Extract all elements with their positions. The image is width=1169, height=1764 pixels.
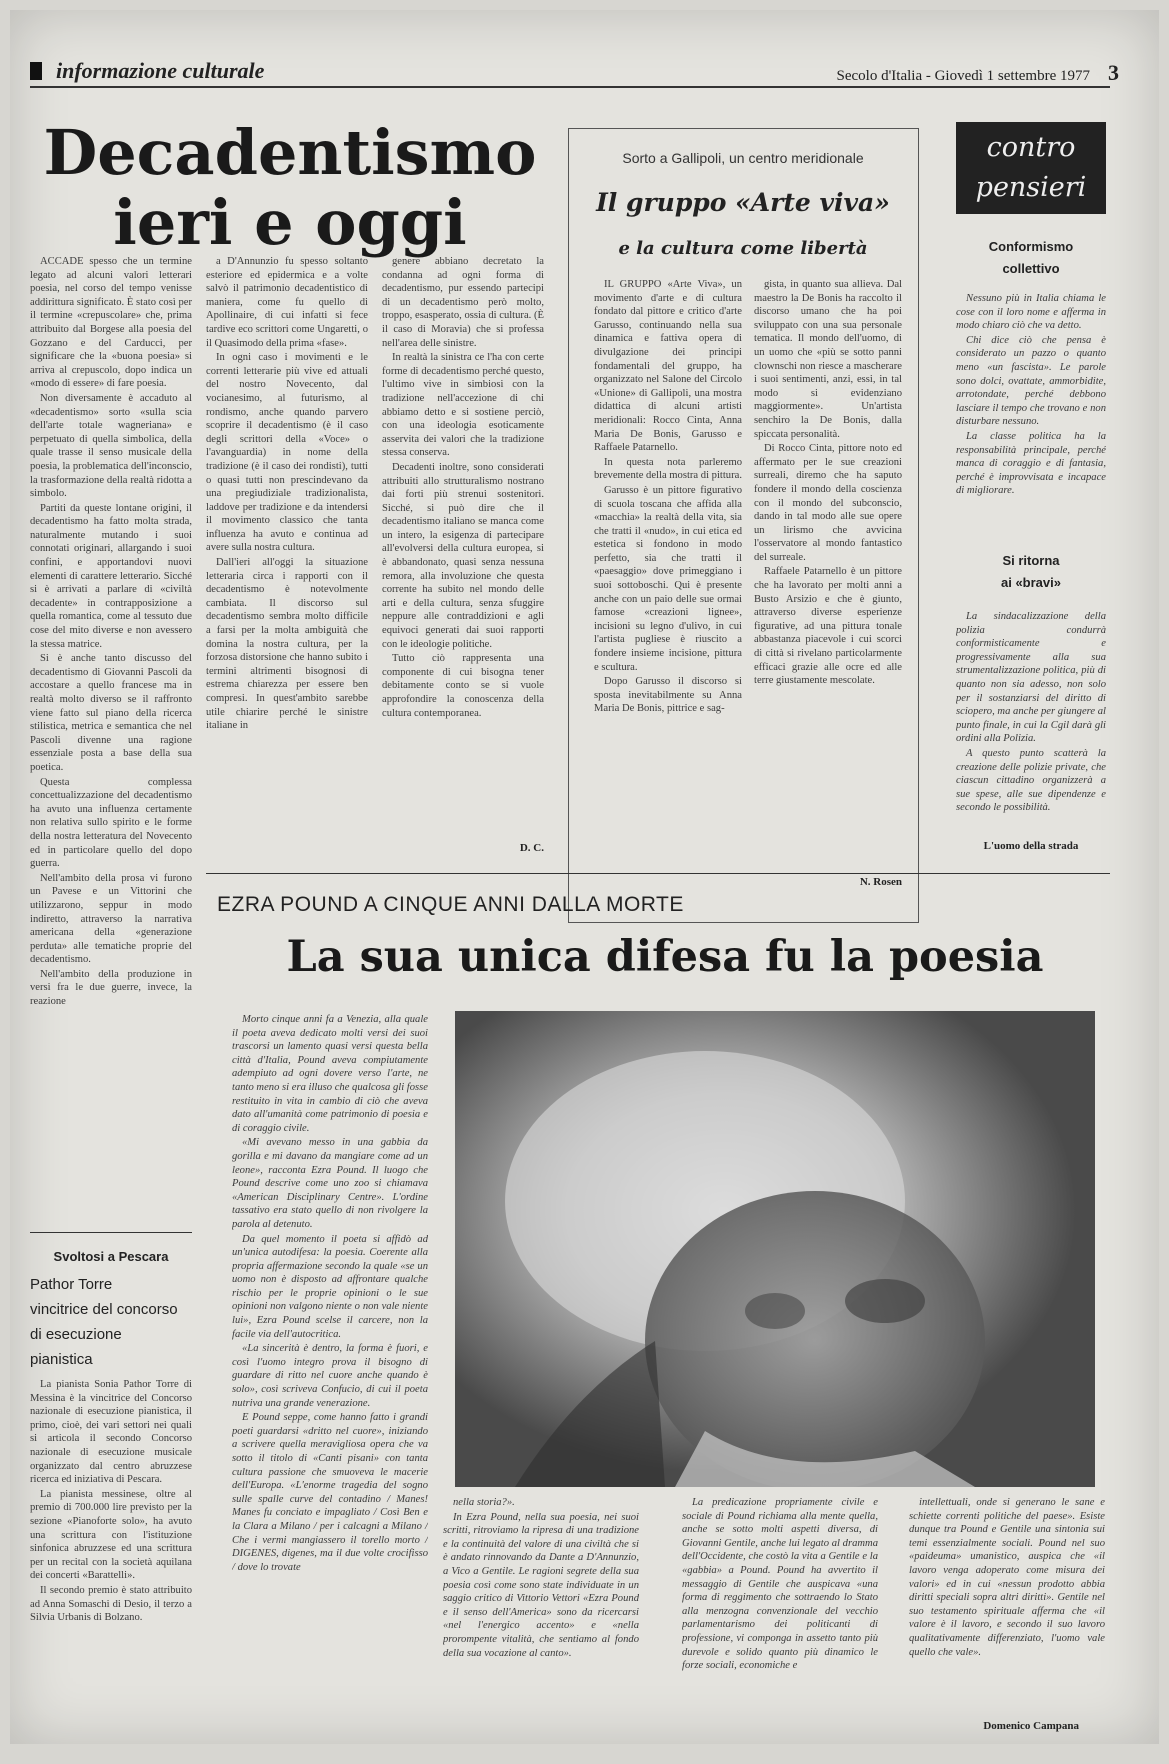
paragraph: Raffaele Patarnello è un pittore che ha lavorato per molti anni a Busto Arsizio e che è giunto, attraverso diverse esperienze figurative, ad una pittura tonale abbastanza piacevole i cui scorci di città si rivelano particolarmente efficaci grazie alle ocre ed alle terre giustamente mescolate. — [754, 566, 902, 687]
contro-pensieri-banner — [956, 122, 1106, 214]
heading-line: Conformismo — [988, 239, 1074, 254]
paragraph: Dopo Garusso il discorso si sposta inevitabilmente su Anna Maria De Bonis, pittrice e sag- — [594, 676, 742, 715]
ezra-signature: Domenico Campana — [983, 1720, 1079, 1732]
arte-viva-signature: N. Rosen — [859, 876, 902, 888]
paragraph: Chi dice ciò che pensa è considerato un pazzo o quanto meno «un fascista». Le parole sono dolci, ovattate, ammorbidite, arrotondate, perché debbono lasciare il tempo che trovano e non disturbare nessuno. — [956, 334, 1106, 428]
contro-pensieri-signature: L'uomo della strada — [983, 840, 1079, 852]
paragraph: a D'Annunzio fu spesso soltanto esteriore ed epidermica e a volte salvò il patrimonio decadentistico di maniera, come fu quello di Apollinaire, di cui infatti si fece tardive eco scrittori come Ungaretti, o il Quasimodo della prima «fase». — [206, 256, 368, 349]
pathor-kicker: Svoltosi a Pescara — [53, 1249, 169, 1264]
paragraph: La pianista messinese, oltre al premio di 700.000 lire previsto per la sezione «Pianoforte solo», ha avuto una scrittura con l'istituzione sinfonica abruzzese ed una scrittura per un recital con la società aquilana dei concerti «Barattelli». — [30, 1488, 192, 1582]
paragraph: A questo punto scatterà la creazione delle polizie private, che ciascun cittadino organizzerà a sue spese, alle sue dipendenze e secondo le possibilità. — [956, 747, 1106, 814]
bravi-heading — [956, 550, 1106, 594]
banner-line2: pensieri — [975, 172, 1087, 203]
masthead-rule — [30, 86, 1110, 88]
ezra-kicker: EZRA POUND A CINQUE ANNI DALLA MORTE — [217, 893, 684, 916]
paragraph: Si è anche tanto discusso del decadentismo di Giovanni Pascoli da accostare a quello francese ma in realtà molto diverso se il raffronto viene fatto sul piano della ricerca stilistica, metrica e semantica che nel Pascoli divenne una ragione essenziale posta a base della sua poetica. — [30, 653, 192, 773]
arte-viva-kicker: Sorto a Gallipoli, un centro meridionale — [622, 150, 864, 166]
newspaper-page — [10, 10, 1159, 1744]
heading-line: ai «bravi» — [1001, 575, 1061, 590]
paragraph: IL GRUPPO «Arte Viva», un movimento d'arte e di cultura fondato dal pittore e critico d'arte Garusso, continuando nella sua dinamica e fattiva opera di divulgazione dei principi fondamentali del gruppo, ha organizzato nel Salone del Circolo «Unione» di Gallipoli, una mostra didattica di alcuni artisti meridionali: Rocco Cinta, Anna Maria De Bonis, Garusso e Raffaele Patarnello. — [594, 279, 742, 454]
heading-line: Si ritorna — [1002, 553, 1060, 568]
dateline — [837, 60, 1119, 86]
decadentismo-col-1 — [30, 255, 192, 1220]
paragraph: In ogni caso i movimenti e le correnti letterarie più vive ed attuali del nostro Novecento, dal vocianesimo, al futurismo, al rondismo, anche quando parvero scoprire il decadentismo (è il caso degli scrittori della «Voce» o l'avanguardia) in nome della tradizione (è il caso dei rondisti), tutti o quasi tutti non prescindevano da una pregiudiziale tradizionalista, laddove per tradizione e da intendersi il movimento classico che tanta influenza ha avuto e continua ad avere sulla nostra cultura. — [206, 352, 368, 554]
paragraph: Di Rocco Cinta, pittore noto ed affermato per le sue creazioni surreali, diremo che ha saputo fondere il mondo della coscienza con il mondo del subconscio, dando in tal modo alle sue opere un lirismo che avvicina l'osservatore al mondo fantastico del surreale. — [754, 443, 902, 563]
section-title — [30, 58, 264, 84]
arte-viva-col-1 — [594, 278, 742, 878]
conformismo-text — [956, 292, 1106, 536]
ezra-col-b — [443, 1496, 639, 1736]
arte-viva-title: Il gruppo «Arte viva» — [596, 188, 890, 217]
arte-viva-subtitle: e la cultura come libertà — [618, 238, 868, 259]
decadentismo-col-3 — [382, 255, 544, 815]
arte-viva-col-2 — [754, 278, 902, 834]
bravi-text — [956, 610, 1106, 838]
heading-line: collettivo — [1002, 261, 1060, 276]
decadentismo-title-line1: Decadentismo — [43, 116, 537, 189]
paragraph: Partiti da queste lontane origini, il decadentismo ha fatto molta strada, naturalmente mutando i suoi connotati originari, allargando i suoi confini, e apportandovi nuovi elementi di carattere letterario. Sicché si è arrivati a parlare di «civiltà decadente» in contrapposizione a quella romantica, come al tessuto due cose del mito diverse e non avessero la stessa matrice. — [30, 502, 192, 650]
paragraph: Nell'ambito della prosa vi furono un Pavese e un Vittorini che utilizzarono, seppur in modo indiretto, attraverso la narrativa americana della «generazione perduta» alle tematiche proprie del decadentismo. — [30, 872, 192, 966]
paragraph: Tutto ciò rappresenta una componente di cui bisogna tener debitamente conto se si vuole approfondire la conoscenza della cultura contemporanea. — [382, 653, 544, 719]
decadentismo-signature: D. C. — [519, 842, 544, 854]
decadentismo-title-line2: ieri e oggi — [113, 186, 467, 259]
paragraph: gista, in quanto sua allieva. Dal maestro la De Bonis ha raccolto il discorso umano che ha poi sviluppato con una sua personale tematica. Il mondo dell'uomo, di un uomo che «più se sotto panni clownschi non riesce a mascherare i suoi sentimenti, anzi, essi, in tal modo si evidenziano maggiormente». Un'artista senchiro la De Bonis, dalla spiccata personalità. — [754, 279, 902, 440]
ezra-col-left — [232, 1013, 428, 1737]
paragraph: In realtà la sinistra ce l'ha con certe forme di decadentismo perché questo, l'ultimo vive in simbiosi con la tradizione nell'accezione di chi abbiamo detto e si sostiene perciò, con una ideologia esoticamente asservita dei valori che la tradizione stessa conserva. — [382, 352, 544, 459]
ezra-col-c — [682, 1496, 878, 1736]
paragraph: «Mi avevano messo in una gabbia da gorilla e mi davano da mangiare come ad un leone», racconta Ezra Pound. Il luogo che Pound descrive come uno zoo si chiamava «American Disciplinary Centre». L'ordine tassativo era stato quello di non rivolgere la parola al detenuto. — [232, 1137, 428, 1230]
section-label: informazione culturale — [56, 58, 265, 83]
paragraph: ACCADE spesso che un termine legato ad alcuni valori letterari poesia, nel corso del tempo venisse addirittura significato. È stato così per il termine «crepuscolare» che, prima attribuito dal Borgese alla poesia del Gozzano e del Carducci, per significare che la «buona poesia» si arriva al crepuscolo, dopo indica un «modo di essere» di fare poesia. — [30, 256, 192, 390]
paragraph: La classe politica ha la responsabilità principale, perché manca di coraggio e di fantasia, perché è improvvisata e incapace di migliorare. — [956, 430, 1106, 497]
paragraph: E Pound seppe, come hanno fatto i grandi poeti guardarsi «dritto nel cuore», iniziando a scrivere quella meravigliosa opera che va sotto il titolo di «Canti pisani» con tanta cultura passione che smuoveva le macerie dell'Europa. «L'enorme tragedia del sogno sulle spalle curve del contadino / Manes! Manes fu conciato e impagliato / Così Ben e la Clara a Milano / per i calcagni a Milano / Che i vermi mangiassero il torello morto / DIGENES, digenes, ma il due volte crocifisso / dove lo trovate — [232, 1412, 428, 1573]
ezra-pound-photo — [455, 1011, 1095, 1487]
bullet-icon — [30, 62, 42, 80]
paper-date: Secolo d'Italia - Giovedì 1 settembre 1977 — [836, 68, 1090, 84]
paragraph: Nell'ambito della produzione in versi fra le due guerre, invece, la reazione — [30, 968, 192, 1008]
paragraph: In questa nota parleremo brevemente della mostra di pittura. — [594, 456, 742, 482]
paragraph: Il secondo premio è stato attribuito ad Anna Somaschi di Desio, il terzo a Silvia Urbanis di Bolzano. — [30, 1584, 192, 1624]
title-line: Pathor Torre — [30, 1276, 113, 1293]
paragraph: nella storia?». — [453, 1497, 515, 1508]
paragraph: genere abbiano decretato la condanna ad ogni forma di decadentismo, pur essendo partecipi di un decadentismo però molto, troppo, esasperato, ossia di cultura. (È il caso di Moravia) che si professa nell'area delle sinistre. — [382, 256, 544, 349]
ezra-col-d — [909, 1496, 1105, 1716]
title-line: pianistica — [30, 1351, 93, 1368]
paragraph: Nessuno più in Italia chiama le cose con il loro nome e afferma in modo chiaro ciò che va detto. — [956, 293, 1106, 332]
paragraph: La predicazione propriamente civile e sociale di Pound richiama alla mente quella, anche se sotto molti aspetti diversa, di Giovanni Gentile, anche lui legato al dramma dell'Occidente, che costò la vita a Gentile e la «gabbia» a Pound. Pound ha avvertito il messaggio di Gentile che auspicava «una forma di reggimento che sottraendo lo Stato alla menzogna convenzionale del vecchio parlamentarismo dei politicanti di professione, vi componga in assetto tanto più durevole e solido quanto più dinamico le forze sociali, economiche e — [682, 1497, 878, 1672]
ezra-title: La sua unica difesa fu la poesia — [286, 932, 1044, 982]
paragraph: Morto cinque anni fa a Venezia, alla quale il poeta aveva dedicato molti versi dei suoi trascorsi un lamento quasi versi questa bella città d'Italia, Pound aveva compiutamente adempiuto ad ogni dovere verso l'arte, ne tanto meno si era illuso che qualcosa gli fosse restituito in vita in cambio di ciò che aveva dato all'umanità come patrimonio di poesia e di coraggio civile. — [232, 1014, 428, 1134]
pathor-rule — [30, 1232, 192, 1233]
decadentismo-col-2 — [206, 255, 368, 820]
paragraph: La pianista Sonia Pathor Torre di Messina è la vincitrice del Concorso nazionale di esecuzione pianistica, il primo, cioè, dei vari settori nei quali si articola il secondo Concorso nazionale di esecuzione musicale organizzato dal centro abruzzese ricerca ed iniziativa di Pescara. — [30, 1379, 192, 1486]
paragraph: «La sincerità è dentro, la forma è fuori, e così l'uomo integro prova il bisogno di guardare di ritto nel cuore anche quando è solo», così scriveva Confucio, di cui il poeta nutriva una grande venerazione. — [232, 1343, 428, 1409]
title-line: di esecuzione — [30, 1326, 122, 1343]
section-rule — [206, 873, 1110, 874]
page-number: 3 — [1108, 60, 1119, 85]
decadentismo-title — [30, 116, 550, 259]
title-line: vincitrice del concorso — [30, 1301, 178, 1318]
pathor-title — [30, 1272, 192, 1372]
paragraph: In Ezra Pound, nella sua poesia, nei suoi scritti, ritroviamo la ripresa di una tradizione e la continuità del valore di una civiltà che si è andato rinnovando da Dante a D'Annunzio, a Vico a Gentile. Le ragioni segrete della sua poesia così come sono state individuate in un saggio critico di Vittorio Vettori «Ezra Pound e il senso dell'America» sono da ricercarsi «nel l'energico accento» e «nella prorompente vitalità, che sentiamo al fondo della sua vocazione al canto». — [443, 1511, 639, 1659]
paragraph: Garusso è un pittore figurativo di scuola toscana che affida alla «macchia» la realtà della vita, sia che tratti il «nudo», in cui etica ed estetica si fondono in modo perfetto, sia che tratti il «paesaggio» dove primeggiano i suoi sottoboschi. Qui è presente anche con un paio delle sue ormai famose «creazioni lignee», incisioni su legno d'ulivo, in cui l'artista pugliese è riuscito a fondere insieme incisione, pittura e scultura. — [594, 484, 742, 673]
paragraph: Decadenti inoltre, sono considerati attribuiti allo strutturalismo nostrano dai forti più strenui sostenitori. Sicché, si può dire che il decadentismo italiano se manca come un intero, la esigenza di partecipare all'evolversi della cultura europea, si è abbandonato, quasi senza nessuna remora, alla involuzione che questa corrente ha subito nel mondo delle arti e della cultura, senza sfuggire neppure alle contraddizioni e agli equivoci generati dai suoi rapporti con le ideologie politiche. — [382, 461, 544, 650]
paragraph: Questa complessa concettualizzazione del decadentismo ha avuto una influenza certamente non relativa sullo spirito e le forme della nostra letteratura del Novecento ed in particolare quello del dopo guerra. — [30, 776, 192, 870]
banner-line1: contro — [986, 132, 1076, 163]
portrait-icon — [455, 1011, 1095, 1487]
conformismo-heading — [956, 236, 1106, 280]
paragraph: Da quel momento il poeta si affidò ad un'unica autodifesa: la poesia. Coerente alla propria affermazione secondo la quale «se un uomo non è disposto ad affrontare qualche rischio per le proprie opinioni o le sue opinioni non valgono niente o non vale niente lui», Ezra Pound scelse il carcere, non la facile via dell'autocritica. — [232, 1233, 428, 1340]
paragraph: Non diversamente è accaduto al «decadentismo» sorto «sulla scia dell'arte totale wagneriana» e perpetuato di quella simbolica, della quale trasse il senso musicale della poesia, la problematica dell'inconscio, la trasformazione della realtà ridotta a simbolo. — [30, 392, 192, 500]
paragraph: intellettuali, onde si generano le sane e schiette correnti politiche del paese». Esiste dunque tra Pound e Gentile una sintonia sui temi essenzialmente sociali. Pound nel suo «paideuma» umanistico, auspica che «il lavoro venga adoperato come misura dei valori» ed in cui «nessun prodotto abbia diritti speciali sopra altri diritti». Gentile nel suo testamento spirituale afferma che «il valore è il lavoro, e secondo il suo lavoro qualitativamente differenziato, l'uomo vale quello che vale». — [909, 1497, 1105, 1658]
pathor-text — [30, 1378, 192, 1730]
paragraph: Dall'ieri all'oggi la situazione letteraria circa i rapporti con il decadentismo è notevolmente cambiata. Il discorso sul decadentismo sembra molto difficile a farsi per la molta ambiguità che domina la nostra cultura, per la forzosa distorsione che hanno subito i termini altrimenti bisognosi di estrema chiarezza per essere ben compresi. In quest'ambito sarebbe utile chiarire perché le sinistre italiane in — [206, 557, 368, 732]
paragraph: La sindacalizzazione della polizia condurrà conformisticamente e progressivamente alla sua strumentalizzazione politica, più di quanto non sia adesso, non solo per il sostanziarsi del diritto di sciopero, ma anche per giungere al punto finale, in cui la Cgil darà gli ordini alla Polizia. — [956, 611, 1106, 745]
